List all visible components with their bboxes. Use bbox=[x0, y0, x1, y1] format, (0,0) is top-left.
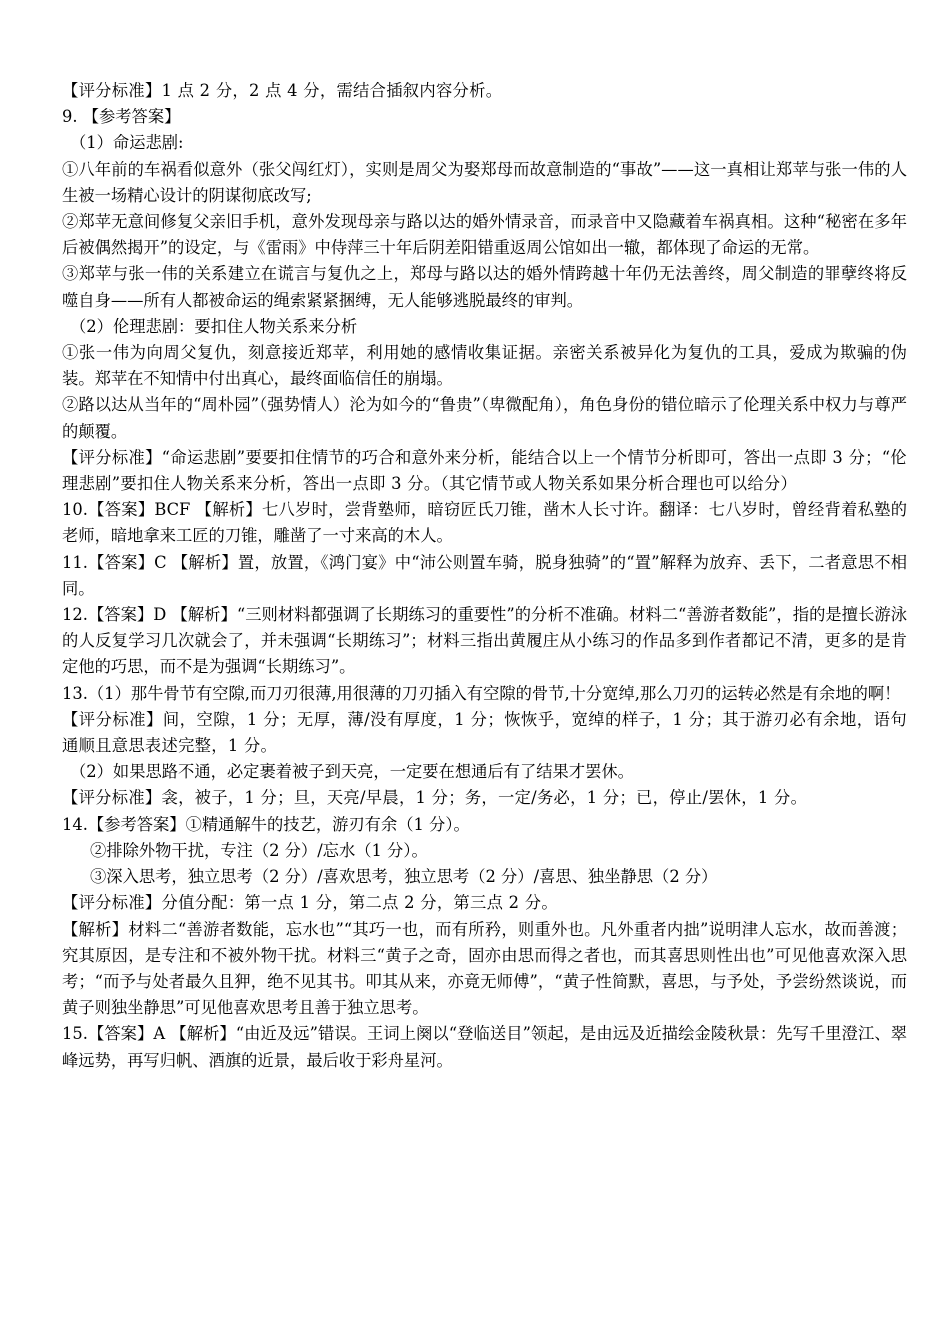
scoring-criteria-14: 【评分标准】分值分配：第一点 1 分，第二点 2 分，第三点 2 分。 bbox=[62, 893, 558, 913]
q13-part1-answer: 13.（1）那牛骨节有空隙,而刀刃很薄,用很薄的刀刃插入有空隙的骨节,十分宽绰,那么刀刃的运转必然是有余地的啊！ bbox=[62, 683, 901, 703]
q13-part2-answer: （2）如果思路不通，必定裹着被子到天亮，一定要在想通后有了结果才罢休。 bbox=[70, 762, 634, 782]
q9-part2-point2: ②路以达从当年的“周朴园”（强势情人）沦为如今的“鲁贵”（卑微配角），角色身份的错位暗示了伦理关系中权力与尊严的颠覆。 bbox=[62, 395, 907, 441]
q12-answer: 12.【答案】D 【解析】“三则材料都强调了长期练习的重要性”的分析不准确。材料二“善游者数能”，指的是擅长游泳的人反复学习几次就会了，并未强调“长期练习”；材料三指出黄履庄从小练习的作品多到作者都记不清，更多的是肯定他的巧思，而不是为强调“长期练习”。 bbox=[62, 605, 907, 677]
q9-part1-point2: ②郑苹无意间修复父亲旧手机，意外发现母亲与路以达的婚外情录音，而录音中又隐藏着车祸真相。这种“秘密在多年后被偶然揭开”的设定，与《雷雨》中侍萍三十年后阴差阳错重返周公馆如出一辙，都体现了命运的无常。 bbox=[62, 212, 907, 258]
q9-part2-point1: ①张一伟为向周父复仇，刻意接近郑苹，利用她的感情收集证据。亲密关系被异化为复仇的工具，爱成为欺骗的伪装。郑苹在不知情中付出真心，最终面临信任的崩塌。 bbox=[62, 343, 907, 389]
q9-part1-heading: （1）命运悲剧: bbox=[70, 133, 184, 153]
q14-answer-point1: 14.【参考答案】①精通解牛的技艺，游刃有余（1 分）。 bbox=[62, 814, 470, 834]
q15-answer: 15.【答案】A 【解析】“由近及远”错误。王词上阕以“登临送目”领起，是由远及近描绘金陵秋景：先写千里澄江、翠峰远势，再写归帆、酒旗的近景，最后收于彩舟星河。 bbox=[62, 1024, 907, 1070]
q9-heading: 9. 【参考答案】 bbox=[62, 107, 181, 127]
q14-answer-point3: ③深入思考，独立思考（2 分）/喜欢思考，独立思考（2 分）/喜思、独坐静思（2 分） bbox=[90, 867, 718, 887]
q9-part1-point3: ③郑苹与张一伟的关系建立在谎言与复仇之上，郑母与路以达的婚外情跨越十年仍无法善终，周父制造的罪孽终将反噬自身——所有人都被命运的绳索紧紧捆缚，无人能够逃脱最终的审判。 bbox=[62, 264, 907, 310]
scoring-criteria-13-1: 【评分标准】间，空隙，1 分；无厚，薄/没有厚度，1 分；恢恢乎，宽绰的样子，1 分；其于游刃必有余地，语句通顺且意思表述完整，1 分。 bbox=[62, 709, 907, 756]
q9-part2-heading: （2）伦理悲剧：要扣住人物关系来分析 bbox=[70, 316, 358, 336]
q9-part1-point1: ①八年前的车祸看似意外（张父闯红灯），实则是周父为娶郑母而故意制造的“事故”——这一真相让郑苹与张一伟的人生被一场精心设计的阴谋彻底改写; bbox=[62, 159, 907, 205]
scoring-criteria-8: 【评分标准】1 点 2 分，2 点 4 分，需结合插叙内容分析。 bbox=[62, 81, 503, 100]
scoring-criteria-13-2: 【评分标准】衾，被子，1 分；旦，天亮/早晨，1 分；务，一定/务必，1 分；已，停止/罢休，1 分。 bbox=[62, 788, 808, 808]
scoring-criteria-9: 【评分标准】“命运悲剧”要要扣住情节的巧合和意外来分析，能结合以上一个情节分析即可，答出一点即 3 分；“伦理悲剧”要扣住人物关系来分析，答出一点即 3 分。（其它情节或人物关系如果分析合理也可以给分） bbox=[62, 447, 907, 494]
q14-answer-point2: ②排除外物干扰，专注（2 分）/忘水（1 分）。 bbox=[90, 840, 428, 860]
q11-answer: 11.【答案】C 【解析】置，放置，《鸿门宴》中“沛公则置车骑，脱身独骑”的“置”解释为放弃、丢下，二者意思不相同。 bbox=[62, 552, 907, 598]
answer-key-page bbox=[62, 78, 907, 1074]
q14-analysis: 【解析】材料二“善游者数能，忘水也”“其巧一也，而有所矜，则重外也。凡外重者内拙”说明津人忘水，故而善渡；究其原因，是专注和不被外物干扰。材料三“黄子之奇，固亦由思而得之者也，而其喜思则性出也”可见他喜欢深入思考；“而予与处者最久且狎，绝不见其书。叩其从来，亦竟无师傅”，“黄子性简默，喜思，与予处，予尝纷然谈说，而黄子则独坐静思”可见他喜欢思考且善于独立思考。 bbox=[62, 919, 907, 1018]
q10-answer: 10.【答案】BCF 【解析】七八岁时，尝背塾师，暗窃匠氏刀锥，凿木人长寸许。翻译：七八岁时，曾经背着私塾的老师，暗地拿来工匠的刀锥，雕凿了一寸来高的木人。 bbox=[62, 500, 907, 546]
